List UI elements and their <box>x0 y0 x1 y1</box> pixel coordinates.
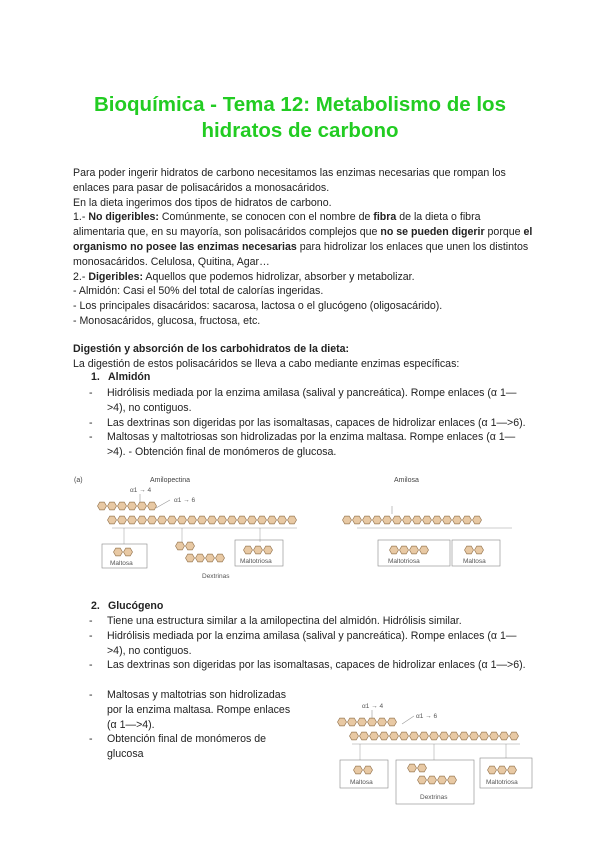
alpha16-label: α1 → 6 <box>416 713 438 720</box>
nd-no-enzimas: el organismo no posee las enzimas necesarias <box>73 226 533 253</box>
list-item: - Maltosas y maltotrias son hidrolizadas por la enzima maltasa. Rompe enlaces (α 1—>4). <box>89 688 299 732</box>
intro-paragraph: Para poder ingerir hidratos de carbono necesitamos las enzimas necesarias que rompan los enlaces para pasar de polisacáridos a monosacáridos. <box>73 167 506 194</box>
section-intro: La digestión de estos polisacáridos se lleva a cabo mediante enzimas específicas: <box>73 357 460 370</box>
maltotriosa-label: Maltotriosa <box>240 558 272 565</box>
list-item: - Las dextrinas son digeridas por las isomaltasas, capaces de hidrolizar enlaces (α 1—>6). <box>89 658 529 673</box>
maltosa-label: Maltosa <box>350 779 373 786</box>
panel-label: (a) <box>74 477 83 484</box>
section-heading: Digestión y absorción de los carbohidratos de la dieta: <box>73 343 350 355</box>
list-almidon: - Almidón: Casi el 50% del total de calorías ingeridas. <box>73 285 324 298</box>
d-text: Aquellos que podemos hidrolizar, absorber y metabolizar. <box>143 270 415 283</box>
d-prefix: 2.- <box>73 270 89 283</box>
nd-label: No digeribles: <box>88 211 159 224</box>
digeribles-paragraph <box>73 270 533 285</box>
amilopectina-branch-top <box>98 502 157 510</box>
glucogeno-chain <box>350 732 519 740</box>
d-label: Digeribles: <box>88 270 144 283</box>
almidon-title: Almidón <box>108 371 151 383</box>
amilosa-chain <box>343 516 482 524</box>
glucogeno-list-top <box>89 614 529 673</box>
intro-section <box>73 166 533 329</box>
glucogeno-number: 2. <box>91 600 100 612</box>
almidon-list <box>89 386 529 460</box>
nd-no-digerir: no se pueden digerir <box>380 226 485 239</box>
list-item: - Hidrólisis mediada por la enzima amilasa (salival y pancreática). Rompe enlaces (α 1—>4), no contiguos. <box>89 386 529 416</box>
no-digeribles-paragraph <box>73 210 533 269</box>
list-disacaridos: - Los principales disacáridos: sacarosa, lactosa o el glucógeno (oligosacárido). <box>73 300 443 313</box>
dextrinas-label: Dextrinas <box>202 573 230 580</box>
alpha14-label: α1 → 4 <box>362 703 384 710</box>
list-monosacaridos: - Monosacáridos, glucosa, fructosa, etc. <box>73 314 261 327</box>
nd-text2: de la dieta o fibra alimentaria que, en su mayoría, son polisacáridos complejos que <box>73 211 481 239</box>
amilosa-maltotriosa-label: Maltotriosa <box>388 558 420 565</box>
list-item: - Tiene una estructura similar a la amilopectina del almidón. Hidrólisis similar. <box>89 614 529 629</box>
list-item: - Las dextrinas son digeridas por las isomaltasas, capaces de hidrolizar enlaces (α 1—>6). <box>89 416 529 431</box>
glucogeno-diagram <box>334 700 534 810</box>
list-item: - Hidrólisis mediada por la enzima amilasa (salival y pancreática). Rompe enlaces (α 1—>4), no contiguos. <box>89 629 529 659</box>
alpha16-label: α1 → 6 <box>174 497 196 504</box>
page-title: Bioquímica - Tema 12: Metabolismo de los hidratos de carbono <box>94 93 506 142</box>
alpha14-label: α1 → 4 <box>130 487 152 494</box>
glucogeno-list-bottom <box>89 688 299 762</box>
amilosa-label: Amilosa <box>394 477 419 484</box>
amilopectina-chain <box>108 516 297 524</box>
nd-text4: para hidrolizar los enlaces que unen los distintos monosacáridos. Celulosa, Quitina, Agar… <box>73 240 529 268</box>
list-item: - Obtención final de monómeros de glucosa <box>89 732 299 762</box>
nd-fibra: fibra <box>373 211 397 224</box>
glucogeno-branch-top <box>338 718 397 726</box>
almidon-number: 1. <box>91 371 100 383</box>
digestion-section <box>73 342 533 372</box>
nd-prefix: 1.- <box>73 211 89 224</box>
nd-text1: Comúnmente, se conocen con el nombre de <box>158 211 374 224</box>
amilosa-maltosa-label: Maltosa <box>463 558 486 565</box>
maltotriosa-label: Maltotriosa <box>486 779 518 786</box>
intro-types: En la dieta ingerimos dos tipos de hidratos de carbono. <box>73 196 332 209</box>
maltosa-label: Maltosa <box>110 560 133 567</box>
almidon-diagram <box>72 474 532 584</box>
list-item: - Maltosas y maltotriosas son hidrolizadas por la enzima maltasa. Rompe enlaces (α 1—>4). - Obtención final de monómeros de glucosa. <box>89 430 529 460</box>
glucogeno-title: Glucógeno <box>108 600 164 612</box>
dextrinas-label: Dextrinas <box>420 794 448 801</box>
amilopectina-label: Amilopectina <box>150 477 191 484</box>
nd-text3: porque <box>484 226 524 239</box>
